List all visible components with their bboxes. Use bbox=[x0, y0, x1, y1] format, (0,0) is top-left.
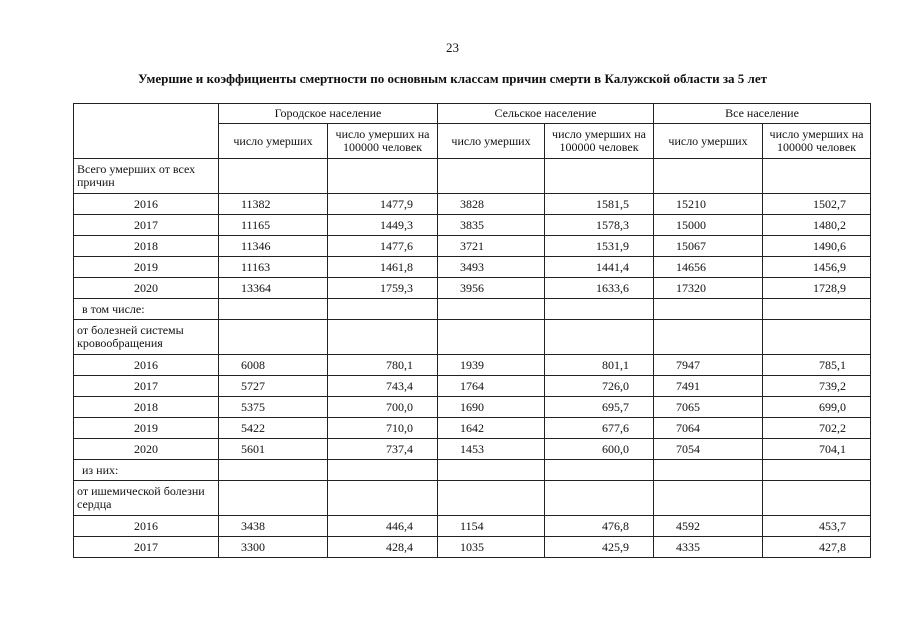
death-rate-cell: 1531,9 bbox=[545, 236, 654, 257]
empty-cell bbox=[545, 159, 654, 194]
empty-cell bbox=[654, 460, 763, 481]
death-rate-cell: 453,7 bbox=[763, 516, 871, 537]
empty-cell bbox=[654, 159, 763, 194]
death-rate-cell: 1759,3 bbox=[328, 278, 438, 299]
page-number: 23 bbox=[446, 40, 459, 55]
section-label-row bbox=[74, 320, 871, 355]
empty-cell bbox=[219, 460, 328, 481]
death-rate-cell: 1633,6 bbox=[545, 278, 654, 299]
death-count-cell: 7947 bbox=[654, 355, 763, 376]
death-count-cell: 15000 bbox=[654, 215, 763, 236]
year-cell: 2017 bbox=[74, 215, 219, 236]
death-rate-cell: 600,0 bbox=[545, 439, 654, 460]
death-count-cell: 11165 bbox=[219, 215, 328, 236]
death-rate-cell: 710,0 bbox=[328, 418, 438, 439]
death-count-cell: 7054 bbox=[654, 439, 763, 460]
group-header: Городское население bbox=[219, 104, 438, 124]
year-cell: 2020 bbox=[74, 439, 219, 460]
empty-cell bbox=[654, 320, 763, 355]
death-rate-cell: 739,2 bbox=[763, 376, 871, 397]
death-rate-cell: 695,7 bbox=[545, 397, 654, 418]
table-row bbox=[74, 537, 871, 558]
empty-cell bbox=[219, 481, 328, 516]
empty-cell bbox=[219, 159, 328, 194]
section-sublabel: в том числе: bbox=[74, 299, 219, 320]
table-row bbox=[74, 418, 871, 439]
death-count-cell: 1690 bbox=[438, 397, 545, 418]
death-rate-cell: 476,8 bbox=[545, 516, 654, 537]
death-count-cell: 1764 bbox=[438, 376, 545, 397]
section-label: Всего умерших от всех причин bbox=[74, 159, 219, 194]
death-rate-cell: 801,1 bbox=[545, 355, 654, 376]
empty-cell bbox=[545, 320, 654, 355]
empty-cell bbox=[328, 481, 438, 516]
column-header: число умерших bbox=[438, 124, 545, 159]
death-rate-cell: 1477,6 bbox=[328, 236, 438, 257]
column-header: число умерших на 100000 человек bbox=[763, 124, 871, 159]
empty-cell bbox=[328, 299, 438, 320]
empty-cell bbox=[328, 159, 438, 194]
death-count-cell: 1035 bbox=[438, 537, 545, 558]
empty-cell bbox=[763, 460, 871, 481]
empty-cell bbox=[438, 460, 545, 481]
table-row bbox=[74, 257, 871, 278]
death-count-cell: 1939 bbox=[438, 355, 545, 376]
empty-cell bbox=[763, 320, 871, 355]
table-row bbox=[74, 278, 871, 299]
death-rate-cell: 726,0 bbox=[545, 376, 654, 397]
death-count-cell: 3300 bbox=[219, 537, 328, 558]
section-label-row bbox=[74, 159, 871, 194]
death-count-cell: 7491 bbox=[654, 376, 763, 397]
death-rate-cell: 1456,9 bbox=[763, 257, 871, 278]
death-count-cell: 7064 bbox=[654, 418, 763, 439]
death-rate-cell: 737,4 bbox=[328, 439, 438, 460]
death-rate-cell: 702,2 bbox=[763, 418, 871, 439]
year-cell: 2016 bbox=[74, 194, 219, 215]
empty-cell bbox=[438, 320, 545, 355]
death-count-cell: 11346 bbox=[219, 236, 328, 257]
year-cell: 2017 bbox=[74, 376, 219, 397]
empty-cell bbox=[545, 460, 654, 481]
table-row bbox=[74, 236, 871, 257]
year-cell: 2018 bbox=[74, 397, 219, 418]
section-sublabel: из них: bbox=[74, 460, 219, 481]
death-count-cell: 11382 bbox=[219, 194, 328, 215]
group-header-row bbox=[74, 104, 871, 124]
death-rate-cell: 1461,8 bbox=[328, 257, 438, 278]
empty-cell bbox=[545, 299, 654, 320]
group-header: Сельское население bbox=[438, 104, 654, 124]
section-label: от ишемической болезни сердца bbox=[74, 481, 219, 516]
death-rate-cell: 1441,4 bbox=[545, 257, 654, 278]
section-label: от болезней системы кровообращения bbox=[74, 320, 219, 355]
death-rate-cell: 427,8 bbox=[763, 537, 871, 558]
corner-cell bbox=[74, 104, 219, 159]
death-count-cell: 3721 bbox=[438, 236, 545, 257]
death-count-cell: 3835 bbox=[438, 215, 545, 236]
empty-cell bbox=[328, 460, 438, 481]
group-header: Все население bbox=[654, 104, 871, 124]
empty-cell bbox=[219, 299, 328, 320]
death-count-cell: 6008 bbox=[219, 355, 328, 376]
death-count-cell: 4592 bbox=[654, 516, 763, 537]
column-header: число умерших bbox=[219, 124, 328, 159]
section-label-row bbox=[74, 481, 871, 516]
death-rate-cell: 1728,9 bbox=[763, 278, 871, 299]
death-rate-cell: 677,6 bbox=[545, 418, 654, 439]
table-row bbox=[74, 215, 871, 236]
death-count-cell: 15067 bbox=[654, 236, 763, 257]
table-row bbox=[74, 397, 871, 418]
death-rate-cell: 700,0 bbox=[328, 397, 438, 418]
empty-cell bbox=[654, 481, 763, 516]
death-count-cell: 11163 bbox=[219, 257, 328, 278]
death-rate-cell: 743,4 bbox=[328, 376, 438, 397]
death-count-cell: 4335 bbox=[654, 537, 763, 558]
document-title: Умершие и коэффициенты смертности по основным классам причин смерти в Калужской области за 5 лет bbox=[137, 71, 767, 86]
table-row bbox=[74, 516, 871, 537]
death-count-cell: 3956 bbox=[438, 278, 545, 299]
death-count-cell: 3828 bbox=[438, 194, 545, 215]
year-cell: 2018 bbox=[74, 236, 219, 257]
death-rate-cell: 1480,2 bbox=[763, 215, 871, 236]
death-count-cell: 1453 bbox=[438, 439, 545, 460]
death-rate-cell: 785,1 bbox=[763, 355, 871, 376]
empty-cell bbox=[763, 299, 871, 320]
table-body bbox=[74, 159, 871, 558]
death-count-cell: 7065 bbox=[654, 397, 763, 418]
death-count-cell: 17320 bbox=[654, 278, 763, 299]
table-row bbox=[74, 376, 871, 397]
death-rate-cell: 704,1 bbox=[763, 439, 871, 460]
column-header: число умерших на 100000 человек bbox=[328, 124, 438, 159]
death-count-cell: 3438 bbox=[219, 516, 328, 537]
empty-cell bbox=[438, 481, 545, 516]
death-rate-cell: 428,4 bbox=[328, 537, 438, 558]
death-count-cell: 13364 bbox=[219, 278, 328, 299]
death-count-cell: 5375 bbox=[219, 397, 328, 418]
column-header: число умерших bbox=[654, 124, 763, 159]
death-rate-cell: 1578,3 bbox=[545, 215, 654, 236]
death-rate-cell: 1477,9 bbox=[328, 194, 438, 215]
empty-cell bbox=[654, 299, 763, 320]
table-row bbox=[74, 194, 871, 215]
empty-cell bbox=[763, 481, 871, 516]
death-rate-cell: 780,1 bbox=[328, 355, 438, 376]
year-cell: 2017 bbox=[74, 537, 219, 558]
empty-cell bbox=[438, 159, 545, 194]
table-row bbox=[74, 355, 871, 376]
death-count-cell: 1642 bbox=[438, 418, 545, 439]
death-count-cell: 1154 bbox=[438, 516, 545, 537]
empty-cell bbox=[545, 481, 654, 516]
death-count-cell: 14656 bbox=[654, 257, 763, 278]
death-count-cell: 5422 bbox=[219, 418, 328, 439]
death-rate-cell: 699,0 bbox=[763, 397, 871, 418]
year-cell: 2020 bbox=[74, 278, 219, 299]
death-rate-cell: 1502,7 bbox=[763, 194, 871, 215]
year-cell: 2016 bbox=[74, 355, 219, 376]
death-rate-cell: 446,4 bbox=[328, 516, 438, 537]
death-rate-cell: 1581,5 bbox=[545, 194, 654, 215]
empty-cell bbox=[763, 159, 871, 194]
column-header: число умерших на 100000 человек bbox=[545, 124, 654, 159]
empty-cell bbox=[328, 320, 438, 355]
sublabel-row bbox=[74, 299, 871, 320]
death-count-cell: 3493 bbox=[438, 257, 545, 278]
death-rate-cell: 1449,3 bbox=[328, 215, 438, 236]
death-rate-cell: 425,9 bbox=[545, 537, 654, 558]
mortality-table bbox=[73, 103, 871, 558]
year-cell: 2019 bbox=[74, 257, 219, 278]
table-row bbox=[74, 439, 871, 460]
empty-cell bbox=[219, 320, 328, 355]
empty-cell bbox=[438, 299, 545, 320]
death-count-cell: 5601 bbox=[219, 439, 328, 460]
death-rate-cell: 1490,6 bbox=[763, 236, 871, 257]
year-cell: 2019 bbox=[74, 418, 219, 439]
death-count-cell: 15210 bbox=[654, 194, 763, 215]
death-count-cell: 5727 bbox=[219, 376, 328, 397]
year-cell: 2016 bbox=[74, 516, 219, 537]
sublabel-row bbox=[74, 460, 871, 481]
